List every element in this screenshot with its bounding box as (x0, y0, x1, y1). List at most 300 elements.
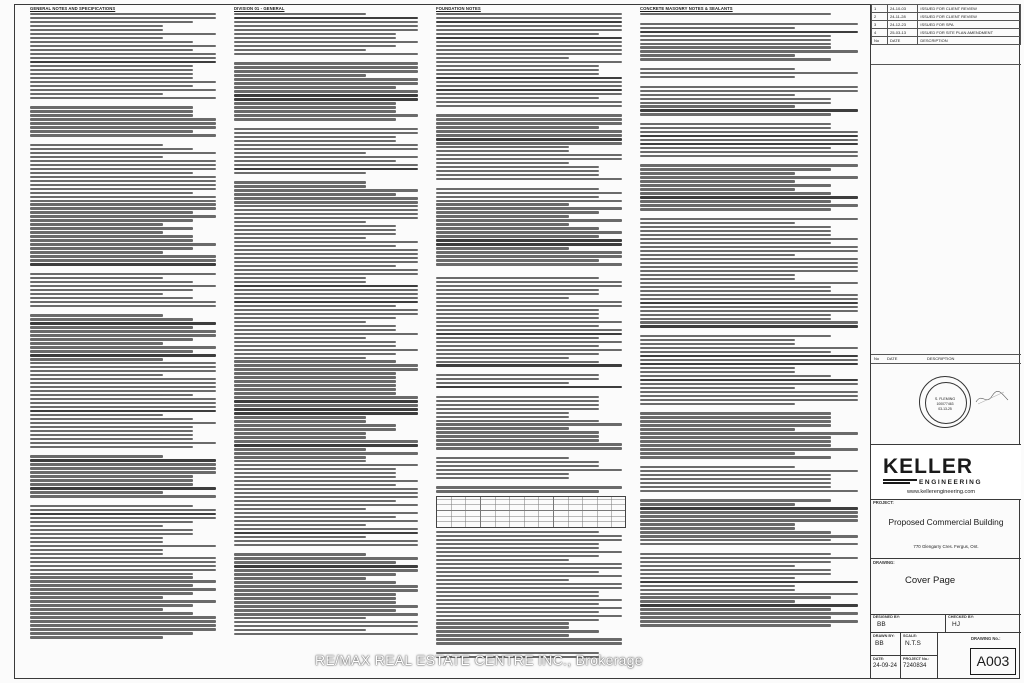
notes-text-line (436, 277, 599, 279)
notes-text-line (436, 535, 622, 537)
notes-text-line (30, 49, 193, 51)
notes-text-line (234, 400, 418, 402)
notes-text-line (436, 203, 569, 205)
notes-text-line (30, 318, 193, 320)
notes-heading-1: GENERAL NOTES AND SPECIFICATIONS (30, 6, 116, 11)
notes-text-line (30, 176, 216, 178)
notes-gap (30, 267, 220, 271)
seal-date: 03-13-25 (938, 407, 952, 411)
revision-date: 24-12-23 (887, 21, 917, 29)
notes-text-line (30, 545, 216, 547)
notes-text-line (640, 238, 858, 240)
notes-text-line (30, 106, 193, 108)
notes-text-line (640, 403, 795, 405)
notes-text-line (234, 82, 418, 84)
notes-text-line (30, 378, 216, 380)
notes-text-line (640, 204, 858, 206)
notes-text-line (30, 207, 216, 209)
notes-text-line (640, 486, 831, 488)
notes-text-line (234, 94, 418, 96)
notes-text-line (30, 382, 216, 384)
notes-text-line (234, 289, 418, 291)
notes-text-line (640, 363, 858, 365)
notes-text-line (30, 251, 163, 253)
notes-text-line (640, 127, 831, 129)
notes-text-line (640, 164, 858, 166)
notes-text-line (436, 477, 569, 479)
notes-text-line (436, 321, 622, 323)
notes-text-line (30, 122, 216, 124)
notes-text-line (436, 53, 622, 55)
notes-text-line (436, 313, 599, 315)
notes-text-line (234, 508, 366, 510)
notes-text-line (30, 160, 216, 162)
notes-gap (436, 646, 626, 650)
notes-text-line (234, 384, 396, 386)
notes-text-line (234, 241, 418, 243)
notes-text-line (234, 333, 418, 335)
notes-gap (436, 182, 626, 186)
notes-text-line (30, 438, 193, 440)
notes-text-line (30, 25, 163, 27)
notes-text-line (436, 293, 599, 295)
notes-text-line (640, 612, 858, 614)
project-number-value: 7240834 (903, 663, 927, 669)
notes-text-line (640, 499, 831, 501)
notes-text-line (30, 604, 193, 606)
notes-text-line (436, 622, 569, 624)
notes-text-line (30, 394, 193, 396)
revision-description: ISSUED FOR CLIENT REVIEW (918, 5, 1021, 13)
notes-text-line (234, 53, 418, 55)
notes-text-line (30, 430, 193, 432)
notes-text-line (640, 188, 795, 190)
revision-no: 1 (872, 5, 888, 13)
notes-text-line (234, 569, 418, 571)
notes-text-line (640, 234, 831, 236)
notes-text-line (234, 448, 366, 450)
notes-text-line (640, 27, 795, 29)
notes-text-line (640, 155, 858, 157)
notes-text-line (640, 432, 858, 434)
notes-text-line (640, 13, 831, 15)
notes-text-line (640, 347, 858, 349)
designed-by-value: BB (877, 621, 886, 628)
notes-text-line (436, 591, 599, 593)
notes-text-line (436, 423, 622, 425)
notes-text-line (234, 528, 418, 530)
signature-mark (974, 388, 1010, 408)
notes-text-line (436, 551, 622, 553)
notes-text-line (234, 605, 418, 607)
notes-text-line (30, 301, 216, 303)
notes-text-line (640, 412, 831, 414)
notes-text-line (30, 495, 216, 497)
notes-text-line (640, 262, 858, 264)
notes-text-line (640, 321, 858, 323)
notes-text-line (640, 553, 831, 555)
notes-text-line (234, 293, 418, 295)
notes-text-line (30, 553, 163, 555)
notes-text-line (234, 305, 396, 307)
notes-text-line (234, 128, 418, 130)
notes-text-line (436, 73, 599, 75)
notes-text-line (436, 243, 622, 245)
notes-text-line (640, 86, 858, 88)
notes-text-line (30, 33, 216, 35)
notes-text-line (234, 388, 396, 390)
notes-text-line (640, 222, 795, 224)
notes-text-line (640, 343, 795, 345)
company-subtitle: ENGINEERING (919, 479, 983, 486)
notes-text-line (30, 459, 216, 461)
notes-text-line (30, 61, 216, 63)
notes-text-line (30, 53, 216, 55)
notes-text-line (640, 278, 795, 280)
logo-bars-icon (883, 479, 917, 487)
notes-text-line (30, 77, 193, 79)
notes-text-line (30, 561, 216, 563)
notes-text-line (234, 601, 396, 603)
notes-text-line (436, 126, 599, 128)
notes-text-line (234, 37, 396, 39)
notes-text-line (30, 338, 193, 340)
notes-text-line (234, 49, 366, 51)
notes-text-line (640, 23, 858, 25)
notes-heading-3: FOUNDATION NOTES (436, 6, 481, 11)
notes-text-line (30, 592, 193, 594)
notes-text-line (234, 345, 396, 347)
notes-text-line (234, 253, 418, 255)
notes-text-line (234, 492, 418, 494)
notes-text-line (436, 555, 599, 557)
notes-text-line (30, 350, 193, 352)
notes-text-line (234, 277, 366, 279)
notes-text-line (234, 380, 396, 382)
notes-text-line (30, 126, 216, 128)
notes-column-4 (640, 6, 862, 666)
notes-text-line (640, 351, 831, 353)
notes-text-line (234, 249, 418, 251)
notes-text-line (30, 533, 193, 535)
notes-text-line (640, 440, 831, 442)
revision-date: 24-11-28 (887, 13, 917, 21)
notes-text-line (436, 69, 599, 71)
notes-text-line (30, 148, 193, 150)
notes-text-line (234, 309, 418, 311)
notes-text-line (640, 535, 858, 537)
notes-gap (436, 481, 626, 485)
notes-text-line (234, 217, 418, 219)
designed-by-cell (871, 614, 946, 633)
notes-text-line (436, 289, 599, 291)
notes-text-line (436, 341, 622, 343)
notes-column-1 (30, 6, 220, 666)
notes-text-line (234, 297, 418, 299)
notes-text-line (640, 624, 831, 626)
notes-text-line (234, 476, 396, 478)
notes-text-line (30, 463, 216, 465)
notes-text-line (30, 57, 216, 59)
notes-text-line (640, 246, 858, 248)
notes-text-line (234, 114, 418, 116)
notes-text-line (30, 152, 216, 154)
notes-text-line (640, 242, 831, 244)
notes-text-line (640, 184, 831, 186)
notes-text-line (436, 281, 622, 283)
notes-text-line (640, 310, 858, 312)
notes-text-line (30, 479, 193, 481)
notes-text-line (30, 517, 216, 519)
revision-divider (871, 64, 1021, 65)
notes-text-line (30, 211, 193, 213)
notes-text-line (30, 297, 193, 299)
notes-text-line (640, 318, 831, 320)
notes-text-line (640, 102, 831, 104)
notes-text-line (640, 391, 858, 393)
notes-text-line (234, 364, 418, 366)
notes-text-line (234, 17, 418, 19)
notes-text-line (640, 335, 831, 337)
notes-text-line (640, 561, 831, 563)
notes-text-line (436, 178, 622, 180)
notes-text-line (640, 31, 858, 33)
notes-text-line (30, 446, 193, 448)
notes-text-line (234, 376, 396, 378)
notes-text-line (436, 630, 599, 632)
notes-text-line (436, 89, 622, 91)
notes-text-line (30, 596, 163, 598)
notes-text-line (436, 247, 569, 249)
notes-heading-4: CONCRETE MASONRY NOTES & SEALANTS (640, 6, 733, 11)
notes-text-line (436, 473, 569, 475)
notes-text-line (234, 488, 418, 490)
notes-text-line (436, 439, 599, 441)
scale-value: N.T.S (905, 640, 921, 647)
notes-text-line (234, 181, 366, 183)
notes-text-line (30, 366, 216, 368)
checked-by-label: CHECKED BY: (948, 615, 975, 619)
notes-text-line (436, 263, 622, 265)
notes-text-line (30, 410, 216, 412)
notes-text-line (640, 266, 858, 268)
notes-text-line (436, 301, 622, 303)
notes-text-line (640, 399, 858, 401)
notes-text-line (30, 370, 216, 372)
notes-gap (640, 212, 862, 216)
notes-text-line (640, 490, 858, 492)
revision-description: ISSUED FOR CLIENT REVIEW (918, 13, 1021, 21)
notes-text-line (234, 536, 366, 538)
notes-text-line (234, 189, 418, 191)
scale-label: SCALE: (903, 634, 918, 638)
notes-text-line (436, 353, 599, 355)
notes-text-line (234, 86, 396, 88)
notes-text-line (640, 470, 858, 472)
notes-text-line (30, 588, 216, 590)
revision-header-date: DATE (887, 37, 917, 45)
notes-text-line (30, 285, 216, 287)
notes-text-line (436, 611, 599, 613)
notes-text-line (640, 176, 858, 178)
notes-text-line (436, 325, 599, 327)
notes-text-line (436, 329, 622, 331)
notes-text-line (640, 35, 831, 37)
notes-text-line (30, 156, 163, 158)
notes-text-line (436, 13, 622, 15)
notes-text-line (436, 297, 569, 299)
notes-body-4 (640, 13, 862, 627)
notes-text-line (436, 378, 599, 380)
notes-text-line (436, 539, 622, 541)
notes-text-line (234, 62, 418, 64)
notes-text-line (30, 277, 163, 279)
company-url: www.kellerengineering.com (907, 489, 976, 495)
notes-text-line (30, 402, 216, 404)
notes-text-line (30, 97, 216, 99)
notes-text-line (640, 515, 858, 517)
notes-gap (640, 17, 862, 21)
revision-date: 25-03-13 (887, 29, 917, 37)
notes-text-line (640, 367, 795, 369)
notes-text-line (640, 436, 831, 438)
notes-text-line (640, 131, 858, 133)
notes-text-line (436, 158, 622, 160)
notes-text-line (234, 577, 366, 579)
notes-text-line (30, 628, 216, 630)
notes-text-line (436, 231, 622, 233)
notes-text-line (234, 321, 366, 323)
notes-text-line (234, 557, 418, 559)
notes-text-line (436, 583, 622, 585)
notes-text-line (30, 192, 193, 194)
revision-header-description: DESCRIPTION (918, 37, 1021, 45)
notes-text-line (234, 90, 418, 92)
notes-text-line (234, 285, 418, 287)
notes-text-line (30, 346, 216, 348)
notes-text-line (234, 273, 418, 275)
notes-text-line (436, 317, 599, 319)
notes-text-line (234, 136, 396, 138)
notes-text-line (640, 254, 795, 256)
notes-gap (234, 122, 422, 126)
notes-text-line (30, 263, 216, 265)
notes-gap (640, 329, 862, 333)
notes-text-line (640, 39, 831, 41)
notes-text-line (234, 237, 366, 239)
notes-text-line (30, 13, 216, 15)
notes-text-line (30, 434, 193, 436)
notes-text-line (30, 172, 193, 174)
checked-by-cell (946, 614, 1021, 633)
notes-text-line (640, 172, 795, 174)
notes-text-line (30, 305, 216, 307)
notes-text-line (234, 408, 418, 410)
notes-gap (234, 57, 422, 61)
notes-text-line (30, 89, 216, 91)
notes-text-line (436, 634, 569, 636)
notes-text-line (640, 620, 858, 622)
notes-text-line (640, 420, 831, 422)
notes-text-line (234, 432, 366, 434)
notes-text-line (640, 478, 831, 480)
notes-text-line (234, 593, 396, 595)
notes-text-line (234, 440, 418, 442)
notes-text-line (436, 29, 622, 31)
notes-text-line (436, 105, 622, 107)
notes-text-line (640, 569, 831, 571)
notes-text-line (234, 21, 418, 23)
notes-text-line (30, 281, 193, 283)
notes-table (436, 496, 626, 528)
notes-text-line (30, 576, 193, 578)
notes-text-line (436, 227, 599, 229)
notes-text-line (234, 70, 418, 72)
notes-text-line (234, 209, 418, 211)
notes-gap (640, 62, 862, 66)
notes-text-line (234, 520, 418, 522)
notes-text-line (30, 110, 193, 112)
notes-text-line (30, 636, 163, 638)
notes-text-line (436, 531, 599, 533)
notes-text-line (30, 426, 193, 428)
notes-text-line (30, 565, 216, 567)
revision-row (872, 13, 1021, 21)
notes-text-line (640, 250, 858, 252)
notes-text-line (30, 130, 193, 132)
project-label: PROJECT: (873, 500, 894, 505)
notes-text-line (640, 147, 831, 149)
notes-text-line (234, 472, 396, 474)
notes-text-line (640, 600, 795, 602)
notes-text-line (234, 74, 366, 76)
notes-text-line (640, 290, 831, 292)
notes-text-line (436, 150, 569, 152)
notes-text-line (640, 557, 858, 559)
notes-text-line (436, 207, 622, 209)
notes-text-line (30, 374, 163, 376)
notes-text-line (436, 166, 599, 168)
notes-text-line (30, 600, 216, 602)
notes-text-line (30, 406, 216, 408)
notes-text-line (640, 456, 831, 458)
company-logo-block (871, 444, 1021, 500)
notes-text-line (234, 553, 366, 555)
notes-text-line (640, 226, 831, 228)
notes-text-line (234, 118, 396, 120)
notes-text-line (640, 424, 831, 426)
notes-text-line (234, 106, 396, 108)
notes-text-line (436, 114, 622, 116)
notes-text-line (640, 543, 858, 545)
notes-text-line (640, 43, 831, 45)
notes-text-line (436, 33, 599, 35)
revision-row (872, 21, 1021, 29)
notes-text-line (640, 94, 795, 96)
notes-text-line (234, 480, 418, 482)
notes-text-line (640, 302, 858, 304)
notes-text-line (436, 239, 622, 241)
notes-text-line (30, 247, 193, 249)
notes-text-line (234, 102, 396, 104)
notes-text-line (234, 29, 418, 31)
revision-date: 24-10-03 (887, 5, 917, 13)
notes-text-line (30, 541, 163, 543)
notes-text-line (640, 596, 831, 598)
notes-text-line (436, 333, 622, 335)
notes-text-line (30, 334, 216, 336)
notes-text-line (234, 265, 396, 267)
